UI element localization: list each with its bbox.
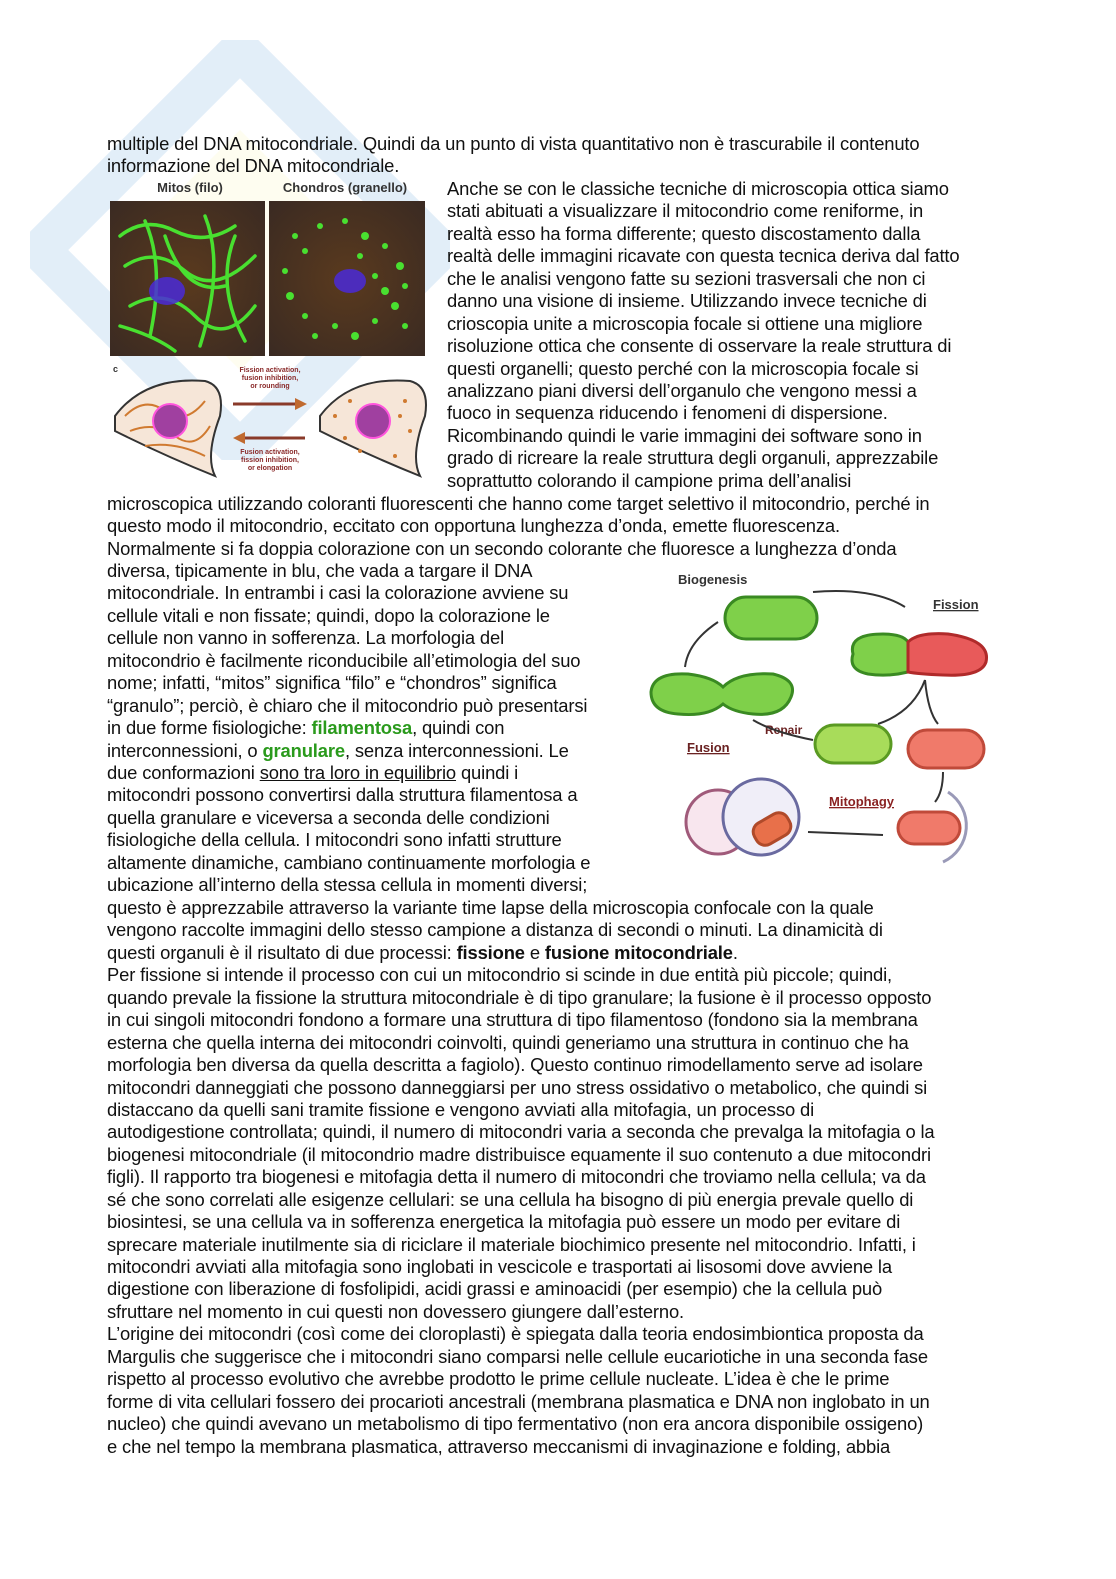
text-segment: morfologia ben diversa da quella descritta a fagiolo). Questo continuo rimodellamento serve ad isolare xyxy=(107,1054,923,1076)
text-line xyxy=(107,897,935,919)
text-segment: sprecare materiale inutilmente sia di riciclare il materiale biochimico presente nel mitocondrio. Infatti, i xyxy=(107,1233,916,1255)
arrow-right-icon xyxy=(233,398,307,410)
label-chondros: Chondros (granello) xyxy=(282,180,408,195)
text-line xyxy=(107,919,935,941)
text-line xyxy=(107,1211,935,1233)
text-segment: quindi i xyxy=(456,761,519,783)
text-segment: mitocondri possono convertirsi dalla struttura filamentosa a xyxy=(107,784,578,806)
text-line xyxy=(107,1189,935,1211)
text-line xyxy=(107,695,590,717)
highlighted-term: granulare xyxy=(262,739,345,761)
text-segment: sé che sono correlati alle esigenze cellulari: se una cellula ha bisogno di più energia prevale quello di xyxy=(107,1188,914,1210)
full-width-text-2 xyxy=(107,897,935,1458)
text-line xyxy=(107,1144,935,1166)
arrow-bottom-line-3: or elongation xyxy=(247,465,293,472)
text-line xyxy=(107,987,935,1009)
text-line xyxy=(107,807,590,829)
text-line xyxy=(107,964,935,986)
text-line xyxy=(447,425,959,447)
full-width-text-1 xyxy=(107,493,929,560)
text-segment: autodigestione controllata; quindi, il numero di mitocondri varia a seconda che prevalga la mitofagia o la xyxy=(107,1121,935,1143)
text-line xyxy=(107,493,929,515)
text-segment: biogenesi mitocondriale (il mitocondrio madre distribuisce equamente il suo contenuto a due mitocondri xyxy=(107,1143,931,1165)
text-segment: crioscopia unite a microscopia focale si ottiene una migliore xyxy=(447,312,923,334)
text-line xyxy=(107,762,590,784)
text-line xyxy=(107,1099,935,1121)
text-line xyxy=(107,605,590,627)
text-line xyxy=(107,1166,935,1188)
mitochondrial-dynamics-figure xyxy=(643,562,1003,877)
text-line xyxy=(447,447,959,469)
text-segment: figli). Il rapporto tra biogenesi e mitofagia detta il numero di mitocondri che troviamo nella cellula; va da xyxy=(107,1166,926,1188)
text-line xyxy=(447,200,959,222)
text-line xyxy=(107,560,590,582)
label-fission: Fission xyxy=(933,597,979,612)
mitochondria-morphology-figure xyxy=(105,176,430,482)
arrow-bottom-line-1: Fusion activation, xyxy=(240,449,300,456)
text-segment: stati abituati a visualizzare il mitocondrio come reniforme, in xyxy=(447,200,924,222)
text-segment: multiple del DNA mitocondriale. Quindi da un punto di vista quantitativo non è trascurabile il contenuto xyxy=(107,133,920,154)
text-segment: distaccano da quelli sani tramite fissione e vengono avviati alla mitofagia, un processo di xyxy=(107,1098,815,1120)
text-segment: fuoco in sequenza riducendo i fenomeni di dispersione. xyxy=(447,402,888,424)
text-line xyxy=(107,1323,935,1345)
text-segment: due conformazioni xyxy=(107,761,260,783)
text-line xyxy=(107,717,590,739)
text-segment: altamente dinamiche, cambiano continuamente morfologia e xyxy=(107,851,591,873)
text-line xyxy=(107,1368,935,1390)
left-column-text xyxy=(107,560,590,897)
text-segment: cellule vitali e non fissate; quindi, dopo la colorazione le xyxy=(107,604,550,626)
text-segment: ubicazione all’interno della stessa cellula in momenti diversi; xyxy=(107,874,588,896)
text-line xyxy=(107,650,590,672)
text-segment: interconnessioni, o xyxy=(107,739,263,761)
text-line xyxy=(107,740,590,762)
text-segment: fisiologiche della cellula. I mitocondri sono infatti strutture xyxy=(107,829,562,851)
text-line xyxy=(107,1346,935,1368)
text-segment: questi organuli è il risultato di due processi: xyxy=(107,941,457,963)
text-segment: forme di vita cellulari fossero dei procarioti ancestrali (membrana plasmatica e DNA non inglobato in un xyxy=(107,1390,930,1412)
label-fusion: Fusion xyxy=(687,740,730,755)
text-line xyxy=(447,402,959,424)
text-segment: L’origine dei mitocondri (così come dei cloroplasti) è spiegata dalla teoria endosimbiontica proposta da xyxy=(107,1323,924,1345)
text-line xyxy=(107,1032,935,1054)
text-line xyxy=(107,1054,935,1076)
text-segment: , senza interconnessioni. Le xyxy=(344,739,569,761)
text-line xyxy=(107,1121,935,1143)
label-mitophagy: Mitophagy xyxy=(829,794,894,809)
arrow-bottom-line-2: fission inhibition, xyxy=(241,457,299,464)
bold-term: fissione xyxy=(456,941,525,963)
text-line xyxy=(447,178,959,200)
text-line xyxy=(107,1436,935,1458)
text-segment: microscopica utilizzando coloranti fluorescenti che hanno come target selettivo il mitocondrio, perché in xyxy=(107,493,930,514)
text-line xyxy=(107,784,590,806)
text-line xyxy=(447,223,959,245)
label-repair: Repair xyxy=(765,723,803,737)
text-segment: cellule non vanno in sofferenza. La morfologia del xyxy=(107,627,505,649)
text-segment: Per fissione si intende il processo con cui un mitocondrio si scinde in due entità più piccole; quindi, xyxy=(107,964,892,986)
text-segment: quella granulare e viceversa a seconda delle condizioni xyxy=(107,806,550,828)
arrow-top-line-2: fusion inhibition, xyxy=(241,375,299,382)
text-segment: mitocondri danneggiati che possono danneggiarsi per uno stress ossidativo o metabolico, che quindi si xyxy=(107,1076,928,1098)
text-line xyxy=(447,268,959,290)
text-segment: sfruttare nel momento in cui questi non dovessero giungere dall’esterno. xyxy=(107,1300,685,1322)
text-line xyxy=(447,380,959,402)
text-segment: questo è apprezzabile attraverso la variante time lapse della microscopia confocale con la quale xyxy=(107,897,874,918)
text-segment: vengono raccolte immagini dello stesso campione a distanza di secondi o minuti. La dinamicità di xyxy=(107,919,883,941)
arrow-top-line-3: or rounding xyxy=(250,383,290,390)
text-segment: Normalmente si fa doppia colorazione con un secondo colorante che fluoresce a lunghezza d’onda xyxy=(107,537,897,559)
text-line xyxy=(107,1391,935,1413)
text-segment: Margulis che suggerisce che i mitocondri siano comparsi nelle cellule eucariotiche in una seconda fase xyxy=(107,1345,928,1367)
text-segment: questo modo il mitocondrio, eccitato con opportuna lunghezza d’onda, emette fluorescenza. xyxy=(107,515,840,537)
arrow-left-icon xyxy=(233,432,305,444)
arrow-top-line-1: Fission activation, xyxy=(239,367,301,374)
text-line xyxy=(107,829,590,851)
intro-text xyxy=(107,133,919,178)
text-line xyxy=(107,582,590,604)
text-segment: soprattutto colorando il campione prima dell’analisi xyxy=(447,469,852,491)
text-segment: informazione del DNA mitocondriale. xyxy=(107,155,400,177)
text-segment: in due forme fisiologiche: xyxy=(107,717,312,739)
text-line xyxy=(447,245,959,267)
text-line xyxy=(107,1009,935,1031)
highlighted-term: filamentosa xyxy=(311,717,413,739)
text-segment: danno una visione di insieme. Utilizzando invece tecniche di xyxy=(447,290,927,312)
text-line xyxy=(447,335,959,357)
text-segment: quando prevale la fissione la struttura mitocondriale è di tipo granulare; la fusione è il processo opposto xyxy=(107,986,932,1008)
text-line xyxy=(447,313,959,335)
panel-letter: c xyxy=(113,364,119,374)
text-segment: . xyxy=(732,941,738,963)
text-segment: diversa, tipicamente in blu, che vada a targare il DNA xyxy=(107,560,533,581)
text-line xyxy=(107,1077,935,1099)
text-line xyxy=(107,1278,935,1300)
text-segment: e xyxy=(524,941,545,963)
text-line xyxy=(107,1301,935,1323)
text-segment: in cui singoli mitocondri fondono a formare una struttura di tipo filamentoso (fondono sia la membrana xyxy=(107,1009,918,1031)
right-column-text xyxy=(447,178,959,492)
text-segment: nome; infatti, “mitos” significa “filo” e “chondros” significa xyxy=(107,672,557,694)
text-segment: biosintesi, se una cellula va in sofferenza energetica la mitofagia può essere un modo per evitare di xyxy=(107,1211,901,1233)
text-line xyxy=(107,672,590,694)
text-segment: , quindi con xyxy=(412,717,505,739)
text-segment: mitocondriale. In entrambi i casi la colorazione avviene su xyxy=(107,582,569,604)
text-segment: realtà esso ha forma differente; questo discostamento dalla xyxy=(447,222,921,244)
underlined-text: sono tra loro in equilibrio xyxy=(259,761,457,783)
text-segment: Ricombinando quindi le varie immagini dei software sono in xyxy=(447,424,922,446)
text-line xyxy=(107,1256,935,1278)
text-line xyxy=(107,1234,935,1256)
text-segment: Anche se con le classiche tecniche di microscopia ottica siamo xyxy=(447,178,949,199)
text-segment: analizzano piani diversi dell’organulo che vengono messi a xyxy=(447,379,917,401)
text-line xyxy=(447,290,959,312)
text-line xyxy=(447,358,959,380)
text-segment: mitocondrio è facilmente riconducibile all’etimologia del suo xyxy=(107,649,581,671)
label-biogenesis: Biogenesis xyxy=(678,572,748,587)
text-line xyxy=(107,538,929,560)
text-segment: rispetto al processo evolutivo che avrebbe prodotto le prime cellule nucleate. L’idea è che le prime xyxy=(107,1368,890,1390)
text-segment: che le analisi vengono fatte su sezioni trasversali che non ci xyxy=(447,267,926,289)
text-segment: realtà delle immagini ricavate con questa tecnica deriva dal fatto xyxy=(447,245,960,267)
text-line xyxy=(107,133,919,155)
text-segment: questi organelli; questo perché con la microscopia focale si xyxy=(447,357,919,379)
text-line xyxy=(107,874,590,896)
text-line xyxy=(447,470,959,492)
text-line xyxy=(107,155,919,177)
text-segment: grado di ricreare la reale struttura degli organuli, apprezzabile xyxy=(447,447,939,469)
text-segment: digestione con liberazione di fosfolipidi, acidi grassi e aminoacidi (per esempio) che la cellula può xyxy=(107,1278,883,1300)
text-line xyxy=(107,942,935,964)
text-line xyxy=(107,852,590,874)
text-segment: e che nel tempo la membrana plasmatica, attraverso meccanismi di invaginazione e folding, abbia xyxy=(107,1435,891,1457)
label-mitos: Mitos (filo) xyxy=(157,180,223,195)
text-segment: risoluzione ottica che consente di osservare la reale struttura di xyxy=(447,335,952,357)
text-line xyxy=(107,515,929,537)
text-segment: nucleo) che quindi avevano un metabolismo di tipo fermentativo (non era ancora disponibile ossigeno) xyxy=(107,1413,924,1435)
bold-term: fusione mitocondriale xyxy=(544,941,733,963)
text-line xyxy=(107,627,590,649)
text-line xyxy=(107,1413,935,1435)
text-segment: “granulo”; perciò, è chiaro che il mitocondrio può presentarsi xyxy=(107,694,588,716)
text-segment: esterna che quella interna dei mitocondri coinvolti, quindi generiamo una struttura in continuo che ha xyxy=(107,1031,909,1053)
text-segment: mitocondri avviati alla mitofagia sono inglobati in vescicole e trasportati ai lisosomi dove avviene la xyxy=(107,1256,892,1277)
